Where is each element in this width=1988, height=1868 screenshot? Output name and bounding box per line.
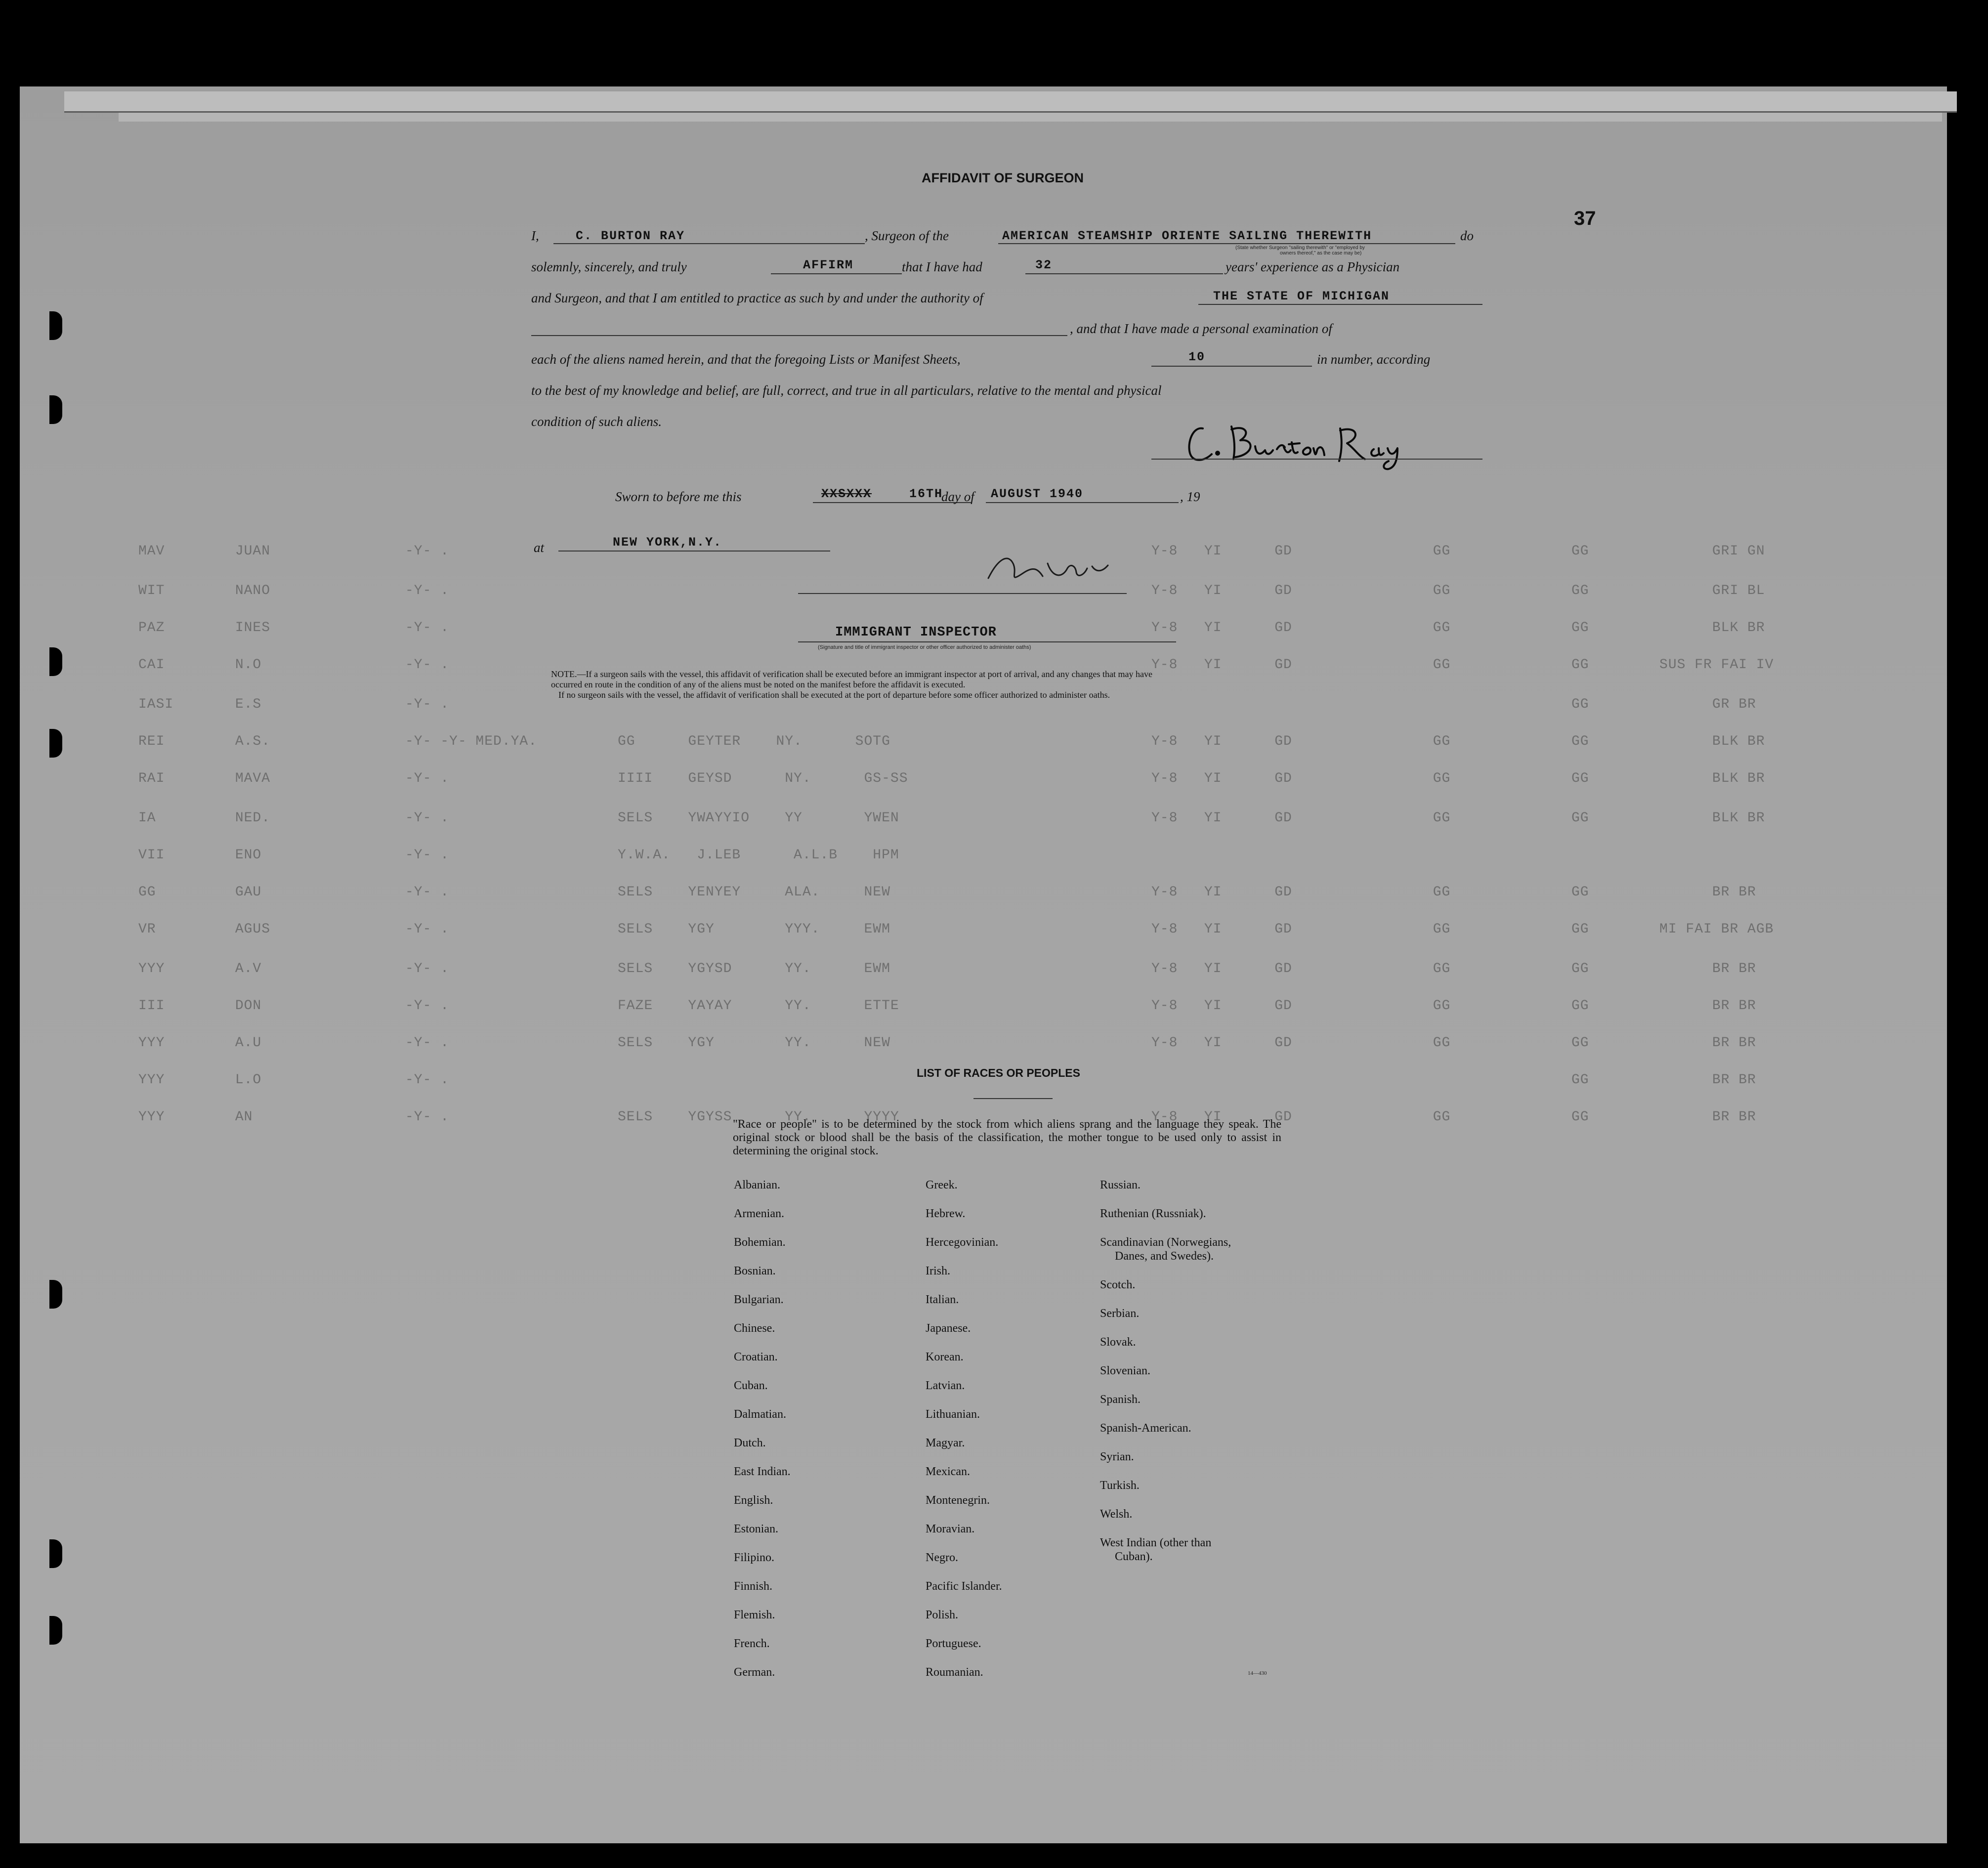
- vessel-note-line-2: owners thereof," as the case may be): [1280, 251, 1362, 256]
- bleed-through-text: Y-8 YI GD GG: [1151, 657, 1451, 673]
- race-item: Magyar.: [926, 1437, 965, 1449]
- race-item: Spanish.: [1100, 1393, 1141, 1406]
- races-column-2: [926, 1179, 1002, 1695]
- race-item: Estonian.: [734, 1523, 778, 1535]
- sworn-at: at: [534, 540, 545, 555]
- sworn-day: 16TH: [909, 487, 943, 501]
- fill-line: [558, 551, 830, 552]
- bleed-through-text: -Y- .: [405, 1072, 450, 1088]
- race-item: Bohemian.: [734, 1236, 786, 1249]
- sworn-day-of: day of: [941, 489, 974, 504]
- affidavit-line-3-start: and Surgeon, and that I am entitled to practice as such by and under the authority of: [531, 291, 983, 305]
- bleed-through-text: Y-8 YI GD GG: [1151, 998, 1451, 1014]
- bleed-through-text: Y-8 YI GD GG: [1151, 961, 1451, 976]
- bleed-through-text: GG BLK BR: [1571, 771, 1765, 786]
- signature-line: [1151, 459, 1482, 460]
- folded-page-edge-lower: [119, 113, 1942, 122]
- race-item: Bosnian.: [734, 1265, 776, 1277]
- inspector-signature-line: [798, 593, 1127, 594]
- race-item: Welsh.: [1100, 1508, 1133, 1521]
- fill-line: [531, 335, 1067, 336]
- bleed-through-text: III DON: [138, 998, 262, 1014]
- bleed-through-text: -Y- .: [405, 922, 450, 937]
- race-item: Syrian.: [1100, 1450, 1134, 1463]
- race-item: Roumanian.: [926, 1666, 983, 1679]
- race-item: Cuban).: [1115, 1550, 1153, 1563]
- affidavit-line-5-end: in number, according: [1317, 352, 1431, 367]
- inspector-signature: [978, 549, 1127, 588]
- surgeon-name: C. BURTON RAY: [576, 229, 685, 243]
- race-item: Croatian.: [734, 1351, 778, 1363]
- bleed-through-text: GG BR BR: [1571, 1109, 1756, 1125]
- bleed-through-text: -Y- .: [405, 998, 450, 1014]
- race-item: Scotch.: [1100, 1278, 1136, 1291]
- race-item: Mexican.: [926, 1465, 970, 1478]
- struck-text: XXSXXX: [821, 487, 872, 501]
- race-item: Italian.: [926, 1293, 959, 1306]
- bleed-through-text: Y-8 YI GD GG: [1151, 583, 1451, 598]
- document-title: AFFIDAVIT OF SURGEON: [922, 170, 1084, 185]
- race-item: Albanian.: [734, 1179, 780, 1191]
- binder-hole: [49, 1616, 62, 1645]
- race-item: Hercegovinian.: [926, 1236, 999, 1249]
- bleed-through-text: -Y- .: [405, 620, 450, 636]
- bleed-through-text: GG MI FAI BR AGB: [1571, 922, 1774, 937]
- bleed-through-text: -Y- .: [405, 885, 450, 900]
- race-item: Armenian.: [734, 1207, 784, 1220]
- bleed-through-text: GG BR BR: [1571, 1072, 1756, 1088]
- race-item: Japanese.: [926, 1322, 971, 1335]
- binder-hole: [49, 1280, 62, 1309]
- bleed-through-text: MAV JUAN: [138, 544, 271, 559]
- bleed-through-text: -Y- .: [405, 583, 450, 598]
- binder-hole: [49, 311, 62, 340]
- vessel-name: AMERICAN STEAMSHIP ORIENTE SAILING THEREWITH: [1002, 229, 1372, 243]
- note-line-1: NOTE.—If a surgeon sails with the vessel, this affidavit of verification shall be executed before an immigrant inspector at port of arrival, and any changes that may have: [551, 669, 1152, 679]
- race-item: Turkish.: [1100, 1479, 1140, 1492]
- bleed-through-text: RAI MAVA: [138, 771, 271, 786]
- bleed-through-text: -Y- .: [405, 697, 450, 712]
- bleed-through-text: Y-8 YI GD GG: [1151, 885, 1451, 900]
- race-item: Pacific Islander.: [926, 1580, 1002, 1593]
- bleed-through-text: Y.W.A. J.LEB A.L.B HPM: [618, 848, 899, 863]
- bleed-through-text: SELS YGY YYY. EWM: [618, 922, 890, 937]
- race-item: Spanish-American.: [1100, 1422, 1191, 1435]
- bleed-through-text: YYY A.U: [138, 1035, 262, 1051]
- bleed-through-text: -Y- .: [405, 1109, 450, 1125]
- folded-page-edge: [64, 91, 1957, 113]
- binder-hole: [49, 647, 62, 676]
- fill-line: [1198, 304, 1482, 305]
- bleed-through-text: YYY L.O: [138, 1072, 262, 1088]
- bleed-through-text: -Y- .: [405, 771, 450, 786]
- fill-line: [1025, 273, 1223, 274]
- races-title: LIST OF RACES OR PEOPLES: [917, 1066, 1080, 1079]
- races-column-1: [734, 1179, 791, 1695]
- note-line-2: occurred en route in the condition of any of the aliens must be noted on the manifest before the affidavit is executed.: [551, 679, 966, 689]
- bleed-through-text: YYY AN: [138, 1109, 253, 1125]
- bleed-through-text: REI A.S.: [138, 734, 271, 749]
- race-item: French.: [734, 1637, 770, 1650]
- bleed-through-text: GG GAU: [138, 885, 262, 900]
- bleed-through-text: GG GRI GN: [1571, 544, 1765, 559]
- bleed-through-text: Y-8 YI GD GG: [1151, 771, 1451, 786]
- affidavit-line-1-start: I,: [531, 228, 539, 243]
- bleed-through-text: Y-8 YI GD GG: [1151, 544, 1451, 559]
- bleed-through-text: SELS YGYSS YY. YYYY: [618, 1109, 899, 1125]
- race-item: Cuban.: [734, 1379, 768, 1392]
- bleed-through-text: VR AGUS: [138, 922, 271, 937]
- bleed-through-text: SELS YENYEY ALA. NEW: [618, 885, 890, 900]
- fill-line: [998, 243, 1455, 244]
- bleed-through-text: WIT NANO: [138, 583, 271, 598]
- race-item: Slovenian.: [1100, 1364, 1150, 1377]
- race-item: Serbian.: [1100, 1307, 1140, 1320]
- bleed-through-text: SELS YGY YY. NEW: [618, 1035, 890, 1051]
- vessel-note-line-1: (State whether Surgeon "sailing therewith" or "employed by: [1235, 245, 1365, 251]
- inspector-title: IMMIGRANT INSPECTOR: [835, 625, 997, 640]
- race-item: Slovak.: [1100, 1336, 1136, 1349]
- bleed-through-text: -Y- .: [405, 961, 450, 976]
- race-item: Korean.: [926, 1351, 964, 1363]
- bleed-through-text: GG BR BR: [1571, 885, 1756, 900]
- inspector-title-line: [798, 641, 1176, 642]
- race-item: Bulgarian.: [734, 1293, 784, 1306]
- binder-hole: [49, 729, 62, 758]
- race-item: Dutch.: [734, 1437, 766, 1449]
- vessel-note: [1235, 245, 1365, 256]
- sworn-place: NEW YORK,N.Y.: [613, 535, 722, 550]
- bleed-through-text: IIII GEYSD NY. GS-SS: [618, 771, 908, 786]
- bleed-through-text: GG BLK BR: [1571, 734, 1765, 749]
- bleed-through-text: VII ENO: [138, 848, 262, 863]
- bleed-through-text: CAI N.O: [138, 657, 262, 673]
- bleed-through-text: Y-8 YI GD GG: [1151, 922, 1451, 937]
- race-item: German.: [734, 1666, 775, 1679]
- race-item: Ruthenian (Russniak).: [1100, 1207, 1206, 1220]
- bleed-through-text: GG GEYTER NY. SOTG: [618, 734, 890, 749]
- fill-line: [1151, 366, 1312, 367]
- bleed-through-text: GG BR BR: [1571, 961, 1756, 976]
- bleed-through-text: Y-8 YI GD GG: [1151, 810, 1451, 826]
- race-item: East Indian.: [734, 1465, 791, 1478]
- form-number: 14—430: [1248, 1670, 1267, 1676]
- bleed-through-text: Y-8 YI GD GG: [1151, 734, 1451, 749]
- bleed-through-text: Y-8 YI GD GG: [1151, 620, 1451, 636]
- affidavit-line-1-end: do: [1460, 228, 1474, 243]
- race-item: Polish.: [926, 1609, 959, 1621]
- bleed-through-text: GG GR BR: [1571, 697, 1756, 712]
- bleed-through-text: IA NED.: [138, 810, 271, 826]
- manifest-sheets-count: 10: [1188, 350, 1206, 364]
- inspector-caption: (Signature and title of immigrant inspector or other officer authorized to administer oaths): [818, 644, 1031, 650]
- race-item: Dalmatian.: [734, 1408, 786, 1421]
- race-item: Chinese.: [734, 1322, 775, 1335]
- years-experience: 32: [1035, 258, 1053, 272]
- surgeon-signature: [1186, 418, 1413, 472]
- bleed-through-text: -Y- .: [405, 810, 450, 826]
- fill-line: [553, 243, 865, 244]
- race-item: Hebrew.: [926, 1207, 966, 1220]
- bleed-through-text: GG BLK BR: [1571, 810, 1765, 826]
- affidavit-line-4: , and that I have made a personal examination of: [1070, 321, 1332, 336]
- bleed-through-text: IASI E.S: [138, 697, 262, 712]
- bleed-through-text: Y-8 YI GD GG: [1151, 1109, 1451, 1125]
- race-item: Moravian.: [926, 1523, 975, 1535]
- affidavit-line-5-start: each of the aliens named herein, and that the foregoing Lists or Manifest Sheets,: [531, 352, 961, 367]
- bleed-through-text: -Y- .: [405, 1035, 450, 1051]
- bleed-through-text: SELS YWAYYIO YY YWEN: [618, 810, 899, 826]
- bleed-through-text: -Y- -Y- MED.YA.: [405, 734, 538, 749]
- sworn-nineteen: , 19: [1180, 489, 1200, 504]
- bleed-through-text: YYY A.V: [138, 961, 262, 976]
- binder-hole: [49, 395, 62, 424]
- race-item: Flemish.: [734, 1609, 775, 1621]
- race-item: Irish.: [926, 1265, 950, 1277]
- bleed-through-text: PAZ INES: [138, 620, 271, 636]
- race-item: Portuguese.: [926, 1637, 981, 1650]
- race-item: Greek.: [926, 1179, 958, 1191]
- affidavit-line-7: condition of such aliens.: [531, 414, 662, 429]
- binder-hole: [49, 1539, 62, 1568]
- bleed-through-text: Y-8 YI GD GG: [1151, 1035, 1451, 1051]
- affidavit-line-2-start: solemnly, sincerely, and truly: [531, 259, 687, 274]
- race-item: West Indian (other than: [1100, 1536, 1212, 1549]
- fill-line: [771, 273, 902, 274]
- races-intro: "Race or people" is to be determined by the stock from which aliens sprang and the language they speak. The original stock or blood shall be the basis of the classification, the mother tongue to be used only to assist in determining the original stock.: [733, 1118, 1281, 1157]
- sworn-month-year: AUGUST 1940: [991, 487, 1084, 501]
- affidavit-line-2-mid: that I have had: [902, 259, 982, 274]
- bleed-through-text: GG BR BR: [1571, 1035, 1756, 1051]
- affidavit-line-6: to the best of my knowledge and belief, are full, correct, and true in all particulars, relative to the mental and physical: [531, 383, 1162, 398]
- oath-type: AFFIRM: [803, 258, 854, 272]
- bleed-through-text: -Y- .: [405, 848, 450, 863]
- race-item: Finnish.: [734, 1580, 773, 1593]
- page-number: 37: [1574, 208, 1596, 229]
- affidavit-line-2-end: years' experience as a Physician: [1226, 259, 1400, 274]
- race-item: Lithuanian.: [926, 1408, 980, 1421]
- bleed-through-text: GG BR BR: [1571, 998, 1756, 1014]
- sworn-start: Sworn to before me this: [615, 489, 742, 504]
- race-item: Negro.: [926, 1551, 958, 1564]
- bleed-through-text: FAZE YAYAY YY. ETTE: [618, 998, 899, 1014]
- race-item: Montenegrin.: [926, 1494, 990, 1507]
- race-item: Danes, and Swedes).: [1115, 1250, 1214, 1263]
- authority: THE STATE OF MICHIGAN: [1213, 289, 1390, 303]
- race-item: English.: [734, 1494, 773, 1507]
- race-item: Filipino.: [734, 1551, 775, 1564]
- bleed-through-text: GG GRI BL: [1571, 583, 1765, 598]
- bleed-through-text: -Y- .: [405, 657, 450, 673]
- affidavit-line-1-mid: , Surgeon of the: [865, 228, 949, 243]
- bleed-through-text: GG SUS FR FAI IV: [1571, 657, 1774, 673]
- races-column-3: [1100, 1179, 1231, 1579]
- fill-line: [986, 502, 1179, 503]
- note-line-3: If no surgeon sails with the vessel, the affidavit of verification shall be executed at the port of departure before some officer authorized to administer oaths.: [558, 690, 1110, 700]
- race-item: Scandinavian (Norwegians,: [1100, 1236, 1231, 1249]
- bleed-through-text: SELS YGYSD YY. EWM: [618, 961, 890, 976]
- bleed-through-text: GG BLK BR: [1571, 620, 1765, 636]
- races-title-rule: [973, 1098, 1053, 1099]
- race-item: Latvian.: [926, 1379, 965, 1392]
- race-item: Russian.: [1100, 1179, 1141, 1191]
- bleed-through-text: -Y- .: [405, 544, 450, 559]
